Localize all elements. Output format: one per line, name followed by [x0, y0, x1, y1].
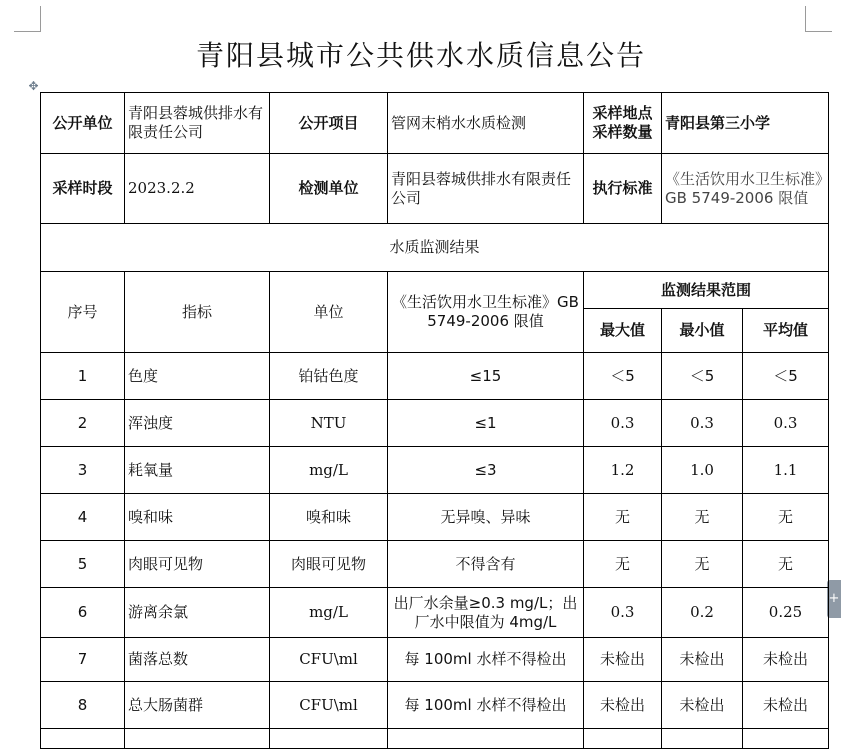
- row-no: 7: [41, 638, 125, 682]
- row-max: 1.2: [584, 447, 662, 494]
- crop-mark-top-left: [14, 31, 40, 32]
- row-unit: 嗅和味: [270, 494, 388, 541]
- row-cell-empty: [584, 729, 662, 749]
- row-no: 6: [41, 588, 125, 638]
- table-row: [41, 541, 829, 588]
- row-min: 1.0: [662, 447, 743, 494]
- row-cell-empty: [662, 729, 743, 749]
- row-no: 1: [41, 353, 125, 400]
- section-row: [41, 224, 829, 272]
- header-no: 序号: [41, 272, 125, 353]
- row-avg: 0.25: [743, 588, 829, 638]
- row-min: 未检出: [662, 638, 743, 682]
- header-range: 监测结果范围: [584, 272, 829, 309]
- row-indicator: 嗅和味: [125, 494, 270, 541]
- row-unit: CFU\ml: [270, 638, 388, 682]
- row-unit: NTU: [270, 400, 388, 447]
- header-avg: 平均值: [743, 309, 829, 353]
- row-max: 未检出: [584, 638, 662, 682]
- unit-value: 青阳县蓉城供排水有限责任公司: [125, 93, 270, 154]
- row-indicator: 总大肠菌群: [125, 682, 270, 729]
- row-limit: ≤15: [388, 353, 584, 400]
- row-max: ＜5: [584, 353, 662, 400]
- row-max: 无: [584, 541, 662, 588]
- row-unit: 铂钴色度: [270, 353, 388, 400]
- row-unit: mg/L: [270, 447, 388, 494]
- row-unit: CFU\ml: [270, 682, 388, 729]
- row-avg: 无: [743, 541, 829, 588]
- row-cell-empty: [270, 729, 388, 749]
- row-unit: mg/L: [270, 588, 388, 638]
- table-row: [41, 494, 829, 541]
- row-min: 无: [662, 541, 743, 588]
- row-indicator: 耗氧量: [125, 447, 270, 494]
- site-value: 青阳县第三小学: [662, 93, 829, 154]
- org-label: 检测单位: [270, 154, 388, 224]
- row-cell-empty: [125, 729, 270, 749]
- row-limit: 无异嗅、异味: [388, 494, 584, 541]
- row-min: 未检出: [662, 682, 743, 729]
- row-avg: 0.3: [743, 400, 829, 447]
- time-label: 采样时段: [41, 154, 125, 224]
- row-cell-empty: [388, 729, 584, 749]
- row-no: 3: [41, 447, 125, 494]
- row-unit: 肉眼可见物: [270, 541, 388, 588]
- row-avg: 无: [743, 494, 829, 541]
- table-row: [41, 682, 829, 729]
- header-indicator: 指标: [125, 272, 270, 353]
- crop-mark-top-right: [806, 31, 832, 32]
- row-cell-empty: [41, 729, 125, 749]
- header-standard: 《生活饮用水卫生标准》GB 5749-2006 限值: [388, 272, 584, 353]
- water-quality-table: [40, 92, 829, 749]
- row-indicator: 游离余氯: [125, 588, 270, 638]
- row-indicator: 菌落总数: [125, 638, 270, 682]
- info-row-1: [41, 93, 829, 154]
- info-row-2: [41, 154, 829, 224]
- header-row-1: [41, 272, 829, 309]
- row-max: 0.3: [584, 588, 662, 638]
- crop-mark-top-left: [40, 6, 41, 32]
- row-avg: 未检出: [743, 682, 829, 729]
- item-label: 公开项目: [270, 93, 388, 154]
- row-max: 0.3: [584, 400, 662, 447]
- row-max: 无: [584, 494, 662, 541]
- row-no: 5: [41, 541, 125, 588]
- site-label: 采样地点采样数量: [584, 93, 662, 154]
- row-limit: 不得含有: [388, 541, 584, 588]
- table-row: [41, 400, 829, 447]
- crop-mark-top-right: [805, 6, 806, 32]
- header-max: 最大值: [584, 309, 662, 353]
- row-limit: ≤1: [388, 400, 584, 447]
- time-value: 2023.2.2: [125, 154, 270, 224]
- add-row-button[interactable]: +: [827, 580, 841, 618]
- row-min: ＜5: [662, 353, 743, 400]
- page-title: 青阳县城市公共供水水质信息公告: [195, 39, 646, 72]
- row-no: 8: [41, 682, 125, 729]
- row-no: 4: [41, 494, 125, 541]
- row-max: 未检出: [584, 682, 662, 729]
- table-row: [41, 588, 829, 638]
- row-min: 0.3: [662, 400, 743, 447]
- row-indicator: 色度: [125, 353, 270, 400]
- std-value: 《生活饮用水卫生标准》GB 5749-2006 限值: [662, 154, 829, 224]
- row-min: 无: [662, 494, 743, 541]
- table-row-partial: [41, 729, 829, 749]
- row-limit: 出厂水余量≥0.3 mg/L；出厂水中限值为 4mg/L: [388, 588, 584, 638]
- header-min: 最小值: [662, 309, 743, 353]
- org-value: 青阳县蓉城供排水有限责任公司: [388, 154, 584, 224]
- section-title: 水质监测结果: [41, 224, 829, 272]
- row-min: 0.2: [662, 588, 743, 638]
- header-unit: 单位: [270, 272, 388, 353]
- row-limit: 每 100ml 水样不得检出: [388, 682, 584, 729]
- table-row: [41, 638, 829, 682]
- item-value: 管网末梢水水质检测: [388, 93, 584, 154]
- row-indicator: 肉眼可见物: [125, 541, 270, 588]
- std-label: 执行标准: [584, 154, 662, 224]
- table-row: [41, 353, 829, 400]
- row-limit: 每 100ml 水样不得检出: [388, 638, 584, 682]
- row-avg: ＜5: [743, 353, 829, 400]
- table-row: [41, 447, 829, 494]
- row-no: 2: [41, 400, 125, 447]
- unit-label: 公开单位: [41, 93, 125, 154]
- row-avg: 1.1: [743, 447, 829, 494]
- row-limit: ≤3: [388, 447, 584, 494]
- row-indicator: 浑浊度: [125, 400, 270, 447]
- table-move-handle-icon[interactable]: ✥: [28, 79, 39, 93]
- row-cell-empty: [743, 729, 829, 749]
- row-avg: 未检出: [743, 638, 829, 682]
